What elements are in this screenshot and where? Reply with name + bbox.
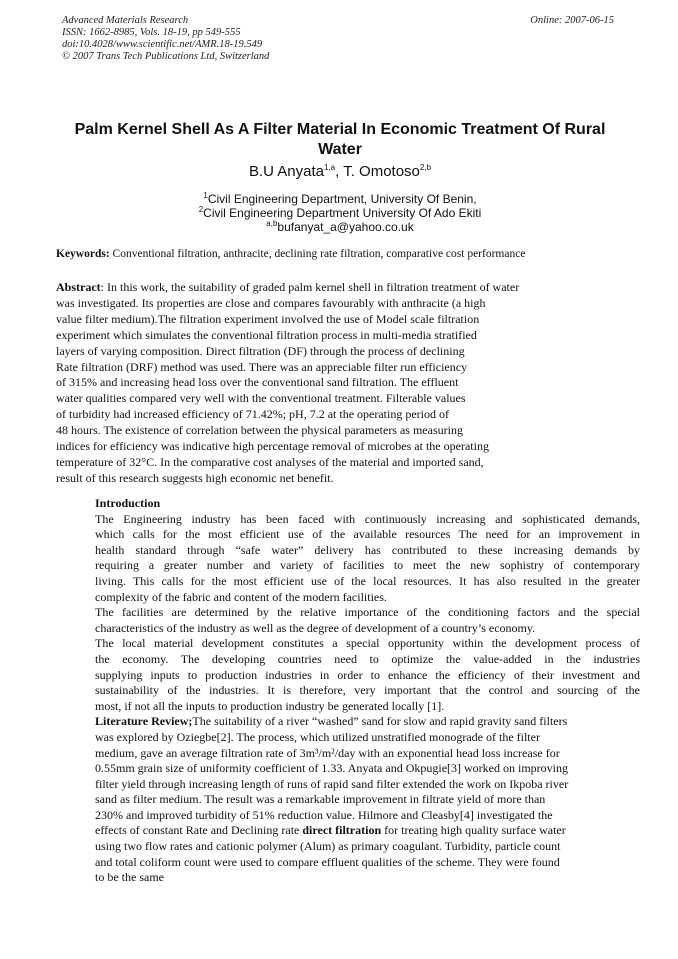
affiliation-1-text: Civil Engineering Department, University Of Benin,: [207, 192, 477, 206]
affiliation-1-sup: 1: [203, 191, 208, 200]
intro-line: requiring a greater number and variety of facilities to meet the new sophistry of contemporary: [95, 558, 640, 573]
intro-line: The Engineering industry has been faced with continuously increasing and sophisticated demands,: [95, 511, 640, 526]
abstract-line: result of this research suggests high economic net benefit.: [56, 470, 334, 485]
doi-line: doi:10.4028/www.scientific.net/AMR.18-19.549: [62, 39, 263, 50]
affiliation-2-sup: 2: [198, 205, 204, 214]
introduction-heading: Introduction: [95, 496, 161, 510]
online-date: Online: 2007-06-15: [530, 15, 614, 26]
affiliation-1: [40, 192, 640, 206]
author-separator: ,: [335, 163, 344, 180]
intro-line: sustainability of the industries. It is therefore, very important that the control and sourcing of the: [95, 683, 640, 698]
abstract-line: of 315% and increasing head loss over the conventional sand filtration. The effluent: [56, 375, 459, 390]
abstract-line: temperature of 32°C. In the comparative cost analyses of the material and imported sand,: [56, 454, 484, 469]
author-list: [40, 163, 640, 180]
lit-line: effects of constant Rate and Declining rate direct filtration for treating high quality surface water: [95, 823, 566, 838]
paper-title: [40, 120, 640, 160]
lit-line: 230% and improved turbidity of 51% reduction value. Hilmore and Cleasby[4] investigated the: [95, 807, 553, 822]
lit-line: to be the same: [95, 870, 164, 885]
lit-line: using two flow rates and cationic polymer (Alum) as primary coagulant. Turbidity, particle count: [95, 839, 561, 854]
abstract-label: Abstract: [56, 280, 101, 294]
author-1-sup: 1,a: [324, 163, 336, 172]
issn-line: ISSN: 1662-8985, Vols. 18-19, pp 549-555: [62, 27, 241, 38]
lit-line: was explored by Oziegbe[2]. The process, which utilized unstratified monograde of the filter: [95, 729, 540, 744]
title-line-2: Water: [318, 141, 362, 158]
lit-line: and total coliform count were used to compare effluent qualities of the scheme. They were found: [95, 854, 560, 869]
abstract-line: experiment which simulates the conventional filtration process in multi-media stratified: [56, 327, 477, 342]
introduction-section: [95, 496, 640, 886]
intro-line: health standard through “safe water” delivery has contributed to these increasing demands by: [95, 542, 640, 557]
title-line-1: Palm Kernel Shell As A Filter Material In Economic Treatment Of Rural: [74, 121, 606, 138]
keywords-label: Keywords:: [56, 248, 110, 260]
intro-line: supplying inputs to production industries in order to enhance the efficiency of their investment and: [95, 667, 640, 682]
intro-line: the economy. The developing countries need to optimize the value-added in the industries: [95, 651, 640, 666]
intro-line: which calls for the most efficient use of the available resources The need for an improvement in: [95, 527, 640, 542]
direct-filtration-bold: direct filtration: [302, 823, 382, 838]
author-2-sup: 2,b: [419, 163, 432, 172]
lit-line: filter yield through increasing length of runs of rapid sand filter extended the work on Ikpoba river: [95, 776, 569, 791]
keywords-text: Conventional filtration, anthracite, declining rate filtration, comparative cost performance: [112, 248, 526, 260]
intro-line: The facilities are determined by the relative importance of the conditioning factors and the special: [95, 605, 640, 620]
keywords: [56, 248, 525, 260]
abstract-line: of turbidity had increased efficiency of 71.42%; pH, 7.2 at the operating period of: [56, 407, 449, 422]
email-sup: a,b: [266, 219, 278, 228]
lit-line: medium, gave an average filtration rate of 3m³/m²/day with an exponential head loss increase for: [95, 745, 560, 760]
journal-name: Advanced Materials Research: [62, 15, 189, 26]
intro-line: most, if not all the inputs to production industry be generated locally [1].: [95, 698, 445, 713]
abstract-line: layers of varying composition. Direct filtration (DF) through the process of declining: [56, 343, 465, 358]
abstract-line: value filter medium).The filtration experiment involved the use of Model scale filtration: [56, 311, 480, 326]
intro-line: The local material development constitutes a special opportunity within the development process of: [95, 636, 640, 651]
affiliation-2-text: Civil Engineering Department University Of Ado Ekiti: [203, 206, 482, 220]
intro-line: complexity of the fabric and content of the modern facilities.: [95, 589, 387, 604]
affiliation-2: [40, 206, 640, 220]
literature-review-label: Literature Review;: [95, 714, 193, 729]
lit-line: sand as filter medium. The result was a remarkable improvement in filtrate yield of more than: [95, 792, 546, 807]
intro-line: living. This calls for the most efficient use of the local resources. It has also resulted in the greater: [95, 573, 640, 588]
author-email: [40, 220, 640, 234]
copyright-line: © 2007 Trans Tech Publications Ltd, Switzerland: [62, 51, 270, 62]
literature-review-line: Literature Review;The suitability of a river “washed” sand for slow and rapid gravity sand filters: [95, 714, 568, 729]
intro-line: characteristics of the industry as well as the degree of development of a country’s economy.: [95, 620, 536, 635]
abstract-line: indices for efficiency was indicative high percentage removal of microbes at the operating: [56, 439, 489, 454]
author-2: T. Omotoso: [343, 163, 420, 180]
journal-header: [62, 15, 269, 63]
abstract-line: Rate filtration (DRF) method was used. There was an appreciable filter run efficiency: [56, 359, 468, 374]
abstract-line: water qualities compared very well with the conventional treatment. Filterable values: [56, 391, 466, 406]
email-text: bufanyat_a@yahoo.co.uk: [277, 220, 414, 234]
abstract: [56, 280, 596, 487]
abstract-line: Abstract: In this work, the suitability of graded palm kernel shell in filtration treatment of water: [56, 280, 520, 294]
abstract-line: 48 hours. The existence of correlation between the physical parameters as measuring: [56, 423, 463, 438]
lit-line: 0.55mm grain size of uniformity coefficient of 1.33. Anyata and Okpugie[3] worked on improving: [95, 761, 569, 776]
author-1: B.U Anyata: [248, 163, 324, 180]
abstract-line: was investigated. Its properties are close and compares favourably with anthracite (a high: [56, 295, 486, 310]
